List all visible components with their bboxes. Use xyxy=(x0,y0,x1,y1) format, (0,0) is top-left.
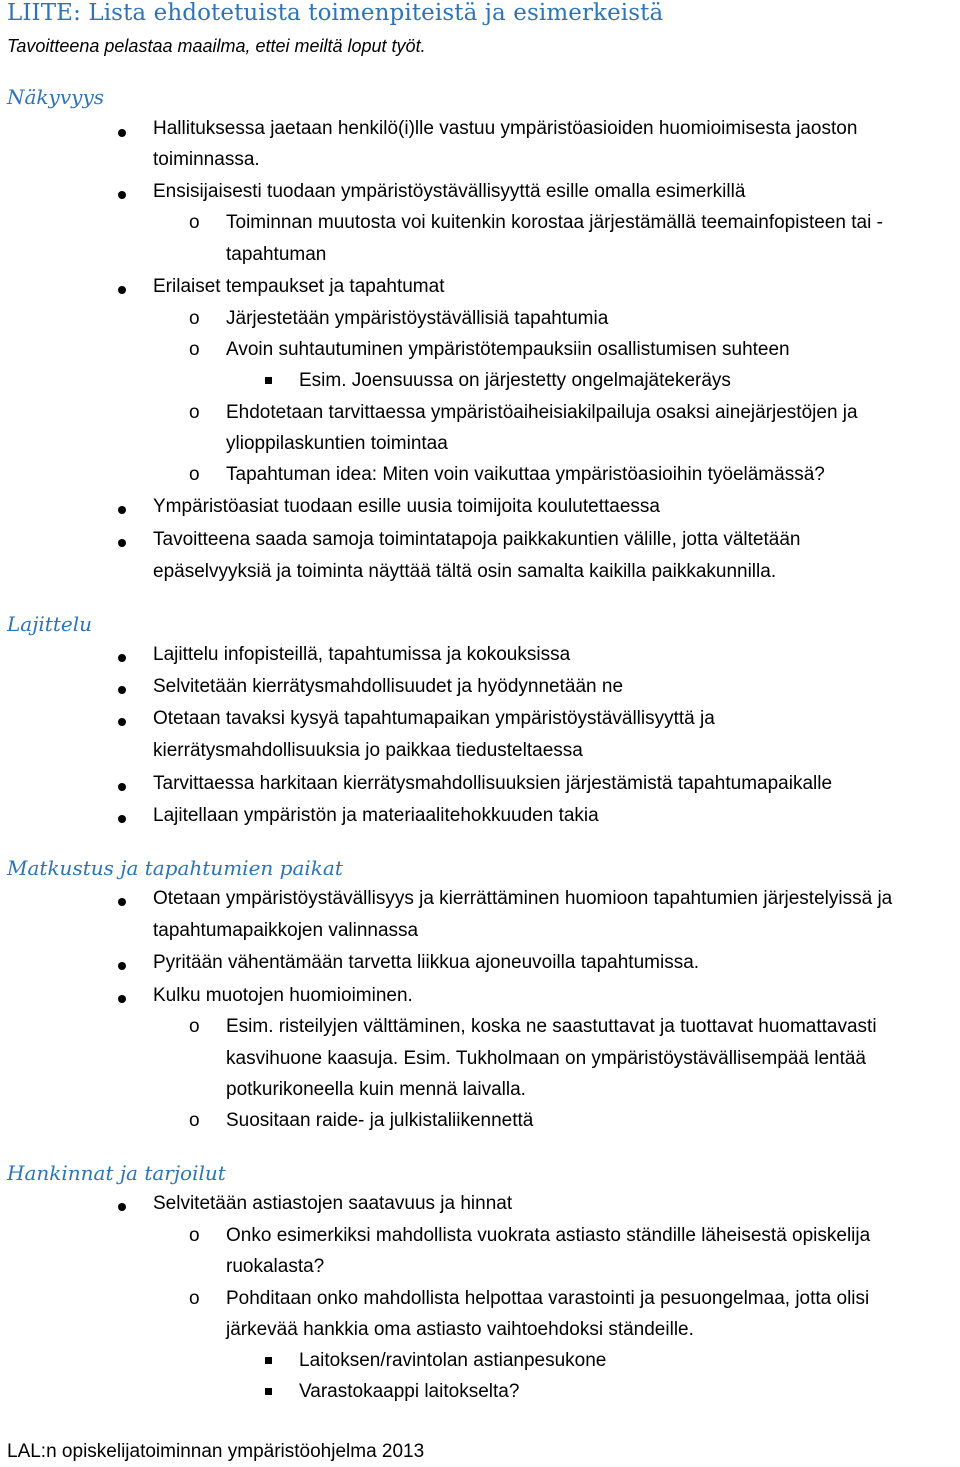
page-subtitle: Tavoitteena pelastaa maailma, ettei meiltä loput työt. xyxy=(7,36,426,56)
list-item-continuation: epäselvyyksiä ja toiminta näyttää tältä osin samalta kaikilla paikkakunnilla. xyxy=(153,561,777,582)
section-heading-hankinnat: Hankinnat ja tarjoilut xyxy=(7,1161,226,1185)
section-heading-lajittelu: Lajittelu xyxy=(7,612,92,636)
list-item: Ensisijaisesti tuodaan ympäristöystävällisyyttä esille omalla esimerkillä xyxy=(153,181,746,202)
bullet-circle: o xyxy=(189,308,200,329)
list-item: Pohditaan onko mahdollista helpottaa varastointi ja pesuongelmaa, jotta olisi xyxy=(226,1288,870,1309)
list-item-continuation: tapahtumapaikkojen valinnassa xyxy=(153,920,419,941)
list-item: Avoin suhtautuminen ympäristötempauksiin osallistumisen suhteen xyxy=(226,339,790,360)
bullet-circle: o xyxy=(189,1288,200,1309)
bullet-disc xyxy=(118,506,126,514)
list-item-continuation: järkevää hankkia oma astiasto vaihtoehdoksi ständeille. xyxy=(226,1319,694,1340)
list-item: Otetaan ympäristöystävällisyys ja kierrättäminen huomioon tapahtumien järjestelyissä ja xyxy=(153,888,893,909)
list-item: Toiminnan muutosta voi kuitenkin korostaa järjestämällä teemainfopisteen tai - xyxy=(226,212,883,233)
list-item-continuation: kierrätysmahdollisuuksia jo paikkaa tiedusteltaessa xyxy=(153,740,583,761)
bullet-disc xyxy=(118,815,126,823)
list-item: Selvitetään astiastojen saatavuus ja hinnat xyxy=(153,1193,513,1214)
list-item: Tapahtuman idea: Miten voin vaikuttaa ympäristöasioihin työelämässä? xyxy=(226,464,825,485)
list-item-continuation: kasvihuone kaasuja. Esim. Tukholmaan on ympäristöystävällisempää lentää xyxy=(226,1048,866,1069)
bullet-disc xyxy=(118,962,126,970)
list-item: Kulku muotojen huomioiminen. xyxy=(153,985,413,1006)
list-item-continuation: potkurikoneella kuin mennä laivalla. xyxy=(226,1079,526,1100)
list-item: Laitoksen/ravintolan astianpesukone xyxy=(299,1350,607,1371)
bullet-circle: o xyxy=(189,402,200,423)
page-footer: LAL:n opiskelijatoiminnan ympäristöohjelma 2013 xyxy=(7,1441,425,1462)
list-item: Pyritään vähentämään tarvetta liikkua ajoneuvoilla tapahtumissa. xyxy=(153,952,700,973)
list-item: Onko esimerkiksi mahdollista vuokrata astiasto ständille läheisestä opiskelija xyxy=(226,1225,871,1246)
bullet-circle: o xyxy=(189,464,200,485)
list-item: Järjestetään ympäristöystävällisiä tapahtumia xyxy=(226,308,609,329)
list-item-continuation: toiminnassa. xyxy=(153,149,260,170)
list-item: Ympäristöasiat tuodaan esille uusia toimijoita koulutettaessa xyxy=(153,496,660,517)
bullet-square xyxy=(265,377,272,384)
list-item: Tavoitteena saada samoja toimintatapoja paikkakuntien välille, jotta vältetään xyxy=(153,529,801,550)
bullet-disc xyxy=(118,898,126,906)
bullet-circle: o xyxy=(189,212,200,233)
bullet-circle: o xyxy=(189,339,200,360)
list-item: Selvitetään kierrätysmahdollisuudet ja hyödynnetään ne xyxy=(153,676,624,697)
list-item: Esim. risteilyjen välttäminen, koska ne saastuttavat ja tuottavat huomattavasti xyxy=(226,1016,877,1037)
bullet-disc xyxy=(118,191,126,199)
bullet-disc xyxy=(118,686,126,694)
list-item: Hallituksessa jaetaan henkilö(i)lle vastuu ympäristöasioiden huomioimisesta jaoston xyxy=(153,118,858,139)
bullet-disc xyxy=(118,995,126,1003)
page-title: LIITE: Lista ehdotetuista toimenpiteistä ja esimerkeistä xyxy=(7,0,664,26)
bullet-disc xyxy=(118,286,126,294)
bullet-square xyxy=(265,1388,272,1395)
bullet-circle: o xyxy=(189,1110,200,1131)
bullet-disc xyxy=(118,783,126,791)
list-item-continuation: ylioppilaskuntien toimintaa xyxy=(226,433,448,454)
list-item-continuation: tapahtuman xyxy=(226,244,327,265)
list-item: Esim. Joensuussa on järjestetty ongelmajätekeräys xyxy=(299,370,731,391)
list-item: Ehdotetaan tarvittaessa ympäristöaiheisiakilpailuja osaksi ainejärjestöjen ja xyxy=(226,402,858,423)
bullet-disc xyxy=(118,129,126,137)
list-item: Otetaan tavaksi kysyä tapahtumapaikan ympäristöystävällisyyttä ja xyxy=(153,708,715,729)
bullet-disc xyxy=(118,654,126,662)
list-item: Erilaiset tempaukset ja tapahtumat xyxy=(153,276,445,297)
bullet-circle: o xyxy=(189,1225,200,1246)
section-heading-nakyvyys: Näkyvyys xyxy=(7,85,105,109)
bullet-disc xyxy=(118,539,126,547)
list-item: Tarvittaessa harkitaan kierrätysmahdollisuuksien järjestämistä tapahtumapaikalle xyxy=(153,773,833,794)
bullet-square xyxy=(265,1357,272,1364)
bullet-circle: o xyxy=(189,1016,200,1037)
bullet-disc xyxy=(118,718,126,726)
list-item: Varastokaappi laitokselta? xyxy=(299,1381,520,1402)
list-item: Suositaan raide- ja julkistaliikennettä xyxy=(226,1110,534,1131)
list-item: Lajitellaan ympäristön ja materiaalitehokkuuden takia xyxy=(153,805,599,826)
section-heading-matkustus: Matkustus ja tapahtumien paikat xyxy=(7,856,343,880)
bullet-disc xyxy=(118,1203,126,1211)
list-item: Lajittelu infopisteillä, tapahtumissa ja kokouksissa xyxy=(153,644,571,665)
list-item-continuation: ruokalasta? xyxy=(226,1256,325,1277)
